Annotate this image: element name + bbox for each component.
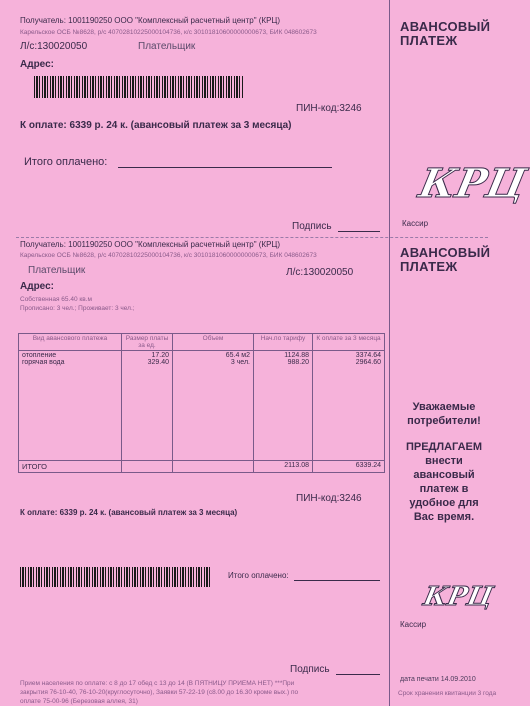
title-line: АВАНСОВЫЙ [400,19,491,34]
table-row [19,351,385,461]
cashier-label: Кассир [400,620,427,629]
barcode [20,567,210,587]
message-line: удобное для [409,497,479,509]
footer-text: оплате 75-00-96 (Березовая аллея, 31) [20,698,138,705]
cell-value: 988.20 [287,359,309,366]
krc-logo: КРЦ [415,160,530,207]
amount-to-pay: К оплате: 6339 р. 24 к. (авансовый платеж за 3 месяца) [20,120,292,131]
table-cell: ИТОГО [19,461,122,473]
table-total-row [19,461,385,473]
signature-label: Подпись [292,221,332,232]
title-line: ПЛАТЕЖ [400,259,458,274]
charges-table [18,333,385,473]
address-label: Адрес: [20,59,54,70]
cell-value: отопление [22,352,57,359]
pin-code: ПИН-код:3246 [296,493,362,504]
amount-to-pay: К оплате: 6339 р. 24 к. (авансовый платеж за 3 месяца) [20,508,238,517]
bank-details: Карельское ОСБ №8628, р/с 40702810225000104736, к/с 30101810600000000673, БИК 048602673 [20,29,317,36]
registered-info: Прописано: 3 чел.; Проживает: 3 чел.; [20,305,135,312]
signature-line [338,231,380,232]
message-line: Вас время. [413,511,475,523]
vertical-divider [389,0,390,706]
storage-period: Срок хранения квитанции 3 года [398,690,497,697]
recipient-line: Получатель: 1001190250 ООО "Комплексный расчетный центр" (КРЦ) [20,240,280,249]
cell-value: горячая вода [22,359,65,366]
payer-label: Плательщик [28,265,86,276]
total-paid-label: Итого оплачено: [228,571,289,580]
table-header: К оплате за 3 месяца [313,334,385,351]
bank-details: Карельское ОСБ №8628, р/с 40702810225000104736, к/с 30101810600000000673, БИК 048602673 [20,252,317,259]
side-title-bottom [400,246,490,274]
message-line: внести [425,455,463,467]
table-cell [173,351,254,461]
message-line: потребители! [407,415,481,427]
cut-line [16,237,488,238]
table-cell [122,351,173,461]
total-paid-label: Итого оплачено: [24,156,108,168]
table-header: Размер платы за ед. [122,334,173,351]
recipient-line: Получатель: 1001190250 ООО "Комплексный расчетный центр" (КРЦ) [20,16,280,25]
account-number: Л/с:130020050 [286,267,354,278]
cell-value: 3 чел. [230,359,250,366]
cashier-label: Кассир [402,219,429,228]
table-cell [19,351,122,461]
footer-text: закрытия 76-10-40, 76-10-20(круглосуточно), Заявки 57-22-19 (с8.00 до 16.30 кроме вых.) по [20,689,299,696]
krc-logo: КРЦ [420,582,496,612]
side-title-top [400,20,490,48]
message-line: ПРЕДЛАГАЕМ [405,441,483,453]
message-line: платеж в [419,483,469,495]
area-info: Собственная 65.40 кв.м [20,296,92,303]
table-header-row [19,334,385,351]
payer-label: Плательщик [138,41,196,52]
table-cell: 6339.24 [313,461,385,473]
pin-code: ПИН-код:3246 [296,103,362,114]
address-label: Адрес: [20,281,54,292]
cell-value: 3374.64 [355,352,381,359]
table-cell [254,351,313,461]
table-cell: 2113.08 [254,461,313,473]
cell-value: 329.40 [147,359,169,366]
signature-line [336,674,380,675]
cell-value: 17.20 [151,352,169,359]
table-cell [173,461,254,473]
account-number: Л/с:130020050 [20,41,88,52]
cell-value: 65.4 м2 [225,352,250,359]
table-cell [122,461,173,473]
cell-value: 1124.88 [284,352,309,359]
cell-value: 2964.60 [355,359,381,366]
message-line: Уважаемые [412,401,476,413]
side-message [394,400,494,524]
table-header: Вид авансового платежа [19,334,122,351]
barcode [34,76,244,98]
message-line: авансовый [413,469,475,481]
table-header: Объем [173,334,254,351]
title-line: АВАНСОВЫЙ [400,245,491,260]
table-cell [313,351,385,461]
table-header: Нач.по тарифу [254,334,313,351]
print-date: дата печати 14.09.2010 [400,676,476,683]
total-paid-line [118,167,332,168]
total-paid-line [294,580,380,581]
title-line: ПЛАТЕЖ [400,33,458,48]
signature-label: Подпись [290,664,330,675]
footer-text: Прием населения по оплате: с 8 до 17 обед с 13 до 14 (В ПЯТНИЦУ ПРИЕМА НЕТ) ***При [20,680,295,687]
